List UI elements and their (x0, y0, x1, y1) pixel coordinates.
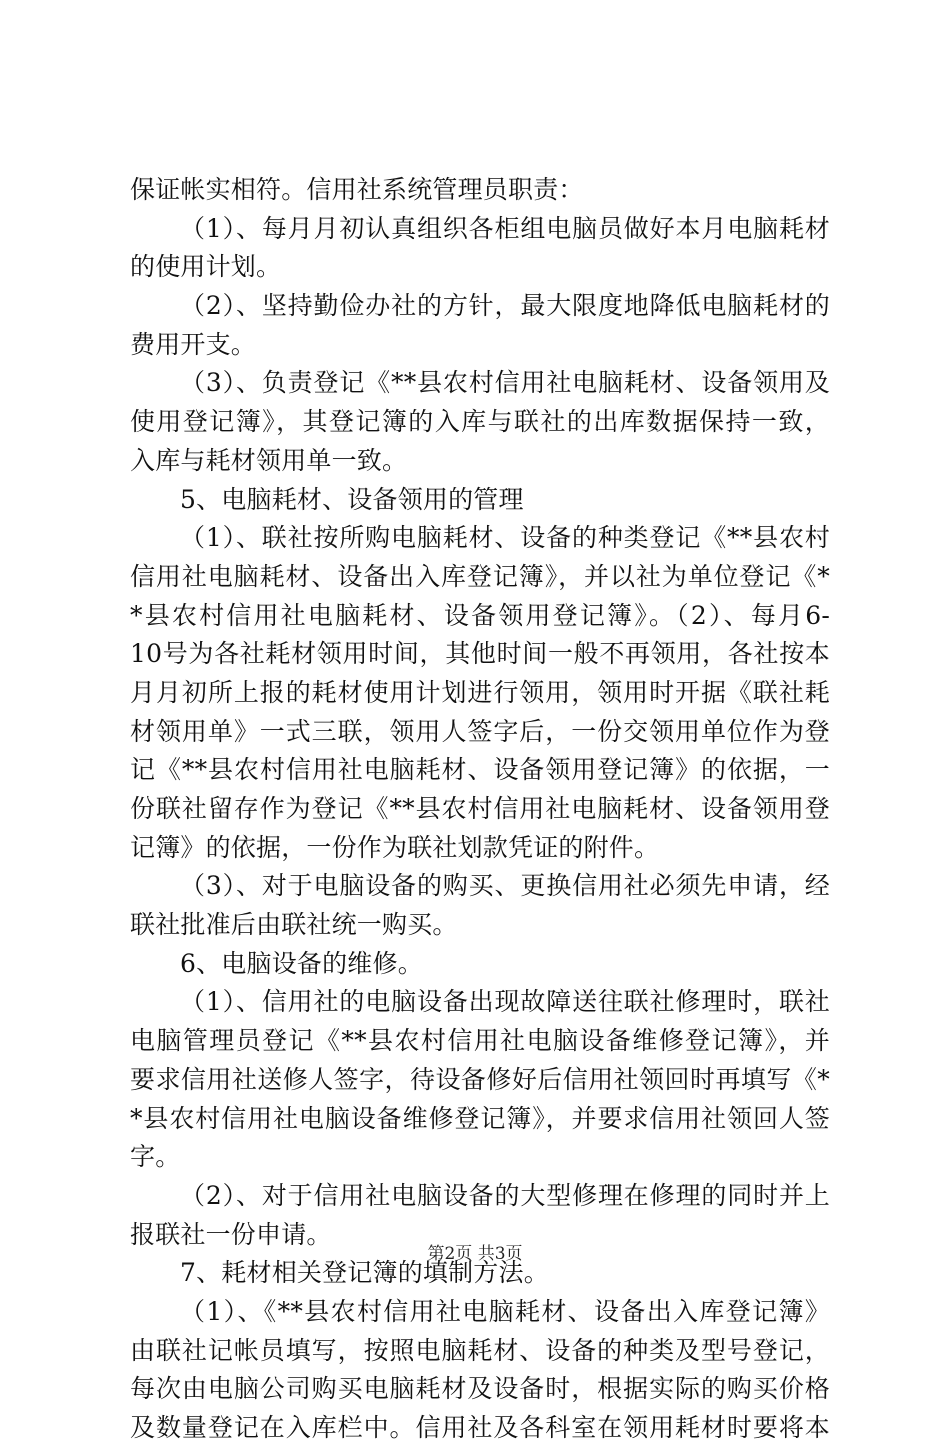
text-line: 7、耗材相关登记簿的填制方法。 (180, 1258, 549, 1288)
text-line: （1）、信用社的电脑设备出现故障送往联社修理时，联社 (180, 987, 830, 1017)
text-line: （3）、负责登记《**县农村信用社电脑耗材、设备领用及 (180, 368, 830, 398)
text-line: 报联社一份申请。 (130, 1219, 332, 1249)
text-line: 由联社记帐员填写，按照电脑耗材、设备的种类及型号登记， (130, 1335, 830, 1365)
text-line: 使用登记簿》，其登记簿的入库与联社的出库数据保持一致， (130, 407, 830, 437)
text-line: 记《**县农村信用社电脑耗材、设备领用登记簿》的依据，一 (130, 755, 830, 785)
text-line: 联社批准后由联社统一购买。 (130, 910, 458, 940)
text-line: 电脑管理员登记《**县农村信用社电脑设备维修登记簿》，并 (130, 1026, 830, 1056)
text-line: （1）、联社按所购电脑耗材、设备的种类登记《**县农村 (180, 523, 830, 553)
text-line: 材领用单》一式三联，领用人签字后，一份交领用单位作为登 (130, 716, 830, 746)
text-line: （1）、每月月初认真组织各柜组电脑员做好本月电脑耗材 (180, 213, 830, 243)
text-line: 入库与耗材领用单一致。 (130, 445, 408, 475)
text-line: 6、电脑设备的维修。 (180, 948, 423, 978)
text-line: （1）、《**县农村信用社电脑耗材、设备出入库登记簿》 (180, 1296, 830, 1326)
text-line: 费用开支。 (130, 329, 257, 359)
text-line: 字。 (130, 1142, 181, 1172)
text-line: （2）、对于信用社电脑设备的大型修理在修理的同时并上 (180, 1180, 830, 1210)
text-line: （3）、对于电脑设备的购买、更换信用社必须先申请，经 (180, 871, 830, 901)
page-footer: 第2页 共3页 (427, 1244, 523, 1264)
text-line: 5、电脑耗材、设备领用的管理 (180, 484, 524, 514)
text-line: 份联社留存作为登记《**县农村信用社电脑耗材、设备领用登 (130, 794, 830, 823)
text-line: 记簿》的依据，一份作为联社划款凭证的附件。 (130, 832, 660, 862)
text-line: 信用社电脑耗材、设备出入库登记簿》，并以社为单位登记《* (130, 561, 830, 591)
text-line: 的使用计划。 (130, 252, 282, 282)
text-line: 10号为各社耗材领用时间，其他时间一般不再领用，各社按本 (130, 639, 830, 669)
text-line: *县农村信用社电脑耗材、设备领用登记簿》。（2）、每月6- (130, 600, 830, 630)
text-line: 月月初所上报的耗材使用计划进行领用，领用时开据《联社耗 (130, 677, 830, 707)
text-line: 保证帐实相符。信用社系统管理员职责： (130, 175, 584, 204)
text-line: 及数量登记在入库栏中。信用社及各科室在领用耗材时要将本 (130, 1413, 830, 1442)
text-line: （2）、坚持勤俭办社的方针，最大限度地降低电脑耗材的 (180, 291, 830, 321)
text-line: 每次由电脑公司购买电脑耗材及设备时，根据实际的购买价格 (130, 1374, 830, 1404)
text-line: 要求信用社送修人签字，待设备修好后信用社领回时再填写《* (130, 1064, 830, 1094)
text-line: *县农村信用社电脑设备维修登记簿》，并要求信用社领回人签 (130, 1103, 830, 1133)
